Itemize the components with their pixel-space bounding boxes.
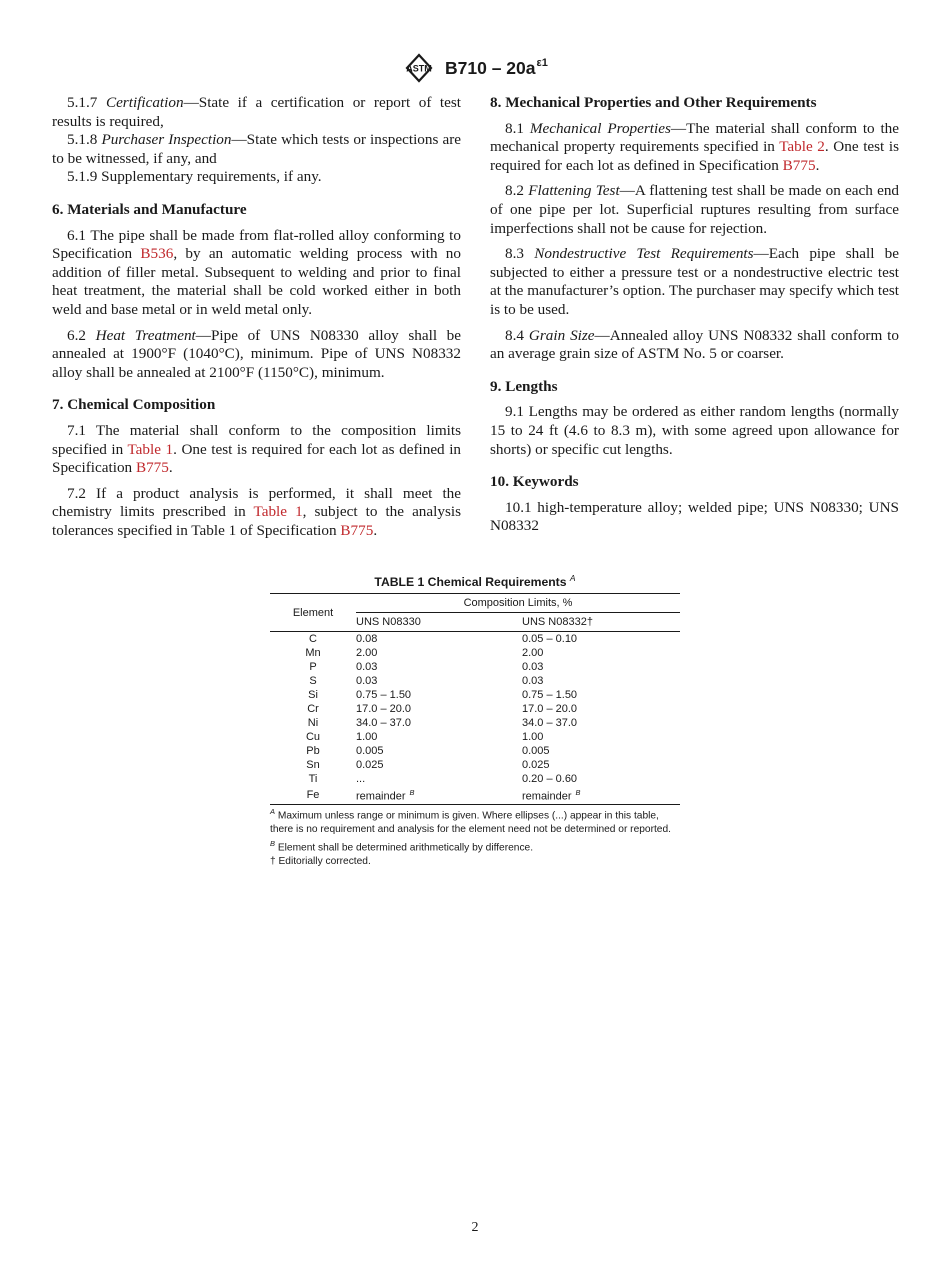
cell-uns-n08332: 0.03 — [522, 661, 544, 674]
cell-element: Pb — [306, 745, 320, 758]
section-9-heading: 9. Lengths — [490, 377, 558, 395]
cell-uns-n08332: 34.0 – 37.0 — [522, 717, 578, 730]
table-title: TABLE 1 Chemical Requirements $^A$ — [374, 573, 576, 590]
table-row — [270, 716, 680, 730]
para-6-1: 6.1 The pipe shall be made from flat-rolled alloy conforming to Specification B536, by an automatic welding process with no addition of filler metal. Subsequent to welding and prior to final heat treatment, the material shall be cold worked either in both weld and base metal or in weld metal only. — [52, 226, 461, 318]
cell-uns-n08332: remainder $^B$ — [522, 788, 581, 803]
para-10-1: 10.1 high-temperature alloy; welded pipe; UNS N08330; UNS N08332 — [490, 498, 899, 535]
section-10-heading: 10. Keywords — [490, 473, 579, 491]
section-6-heading: 6. Materials and Manufacture — [52, 200, 247, 218]
cell-uns-n08332: 0.03 — [522, 675, 544, 688]
cell-uns-n08330: ... — [356, 773, 366, 786]
left-column — [52, 94, 461, 540]
table-row — [270, 730, 680, 744]
table-row — [270, 646, 680, 660]
cell-element: Fe — [306, 788, 320, 801]
table-1 — [270, 571, 680, 869]
cell-uns-n08332: 0.05 – 0.10 — [522, 633, 578, 646]
table-row — [270, 688, 680, 702]
cell-uns-n08332: 0.005 — [522, 745, 550, 758]
cell-element: Sn — [306, 759, 320, 772]
cell-uns-n08332: 0.20 – 0.60 — [522, 773, 578, 786]
para-7-1: 7.1 The material shall conform to the composition limits specified in Table 1. One test is required for each lot as defined in Specification B775. — [52, 421, 462, 477]
cell-uns-n08330: remainder $^B$ — [356, 788, 415, 803]
cell-element: Mn — [305, 647, 321, 660]
cell-element: Ni — [307, 717, 319, 730]
para-6-2: 6.2 Heat Treatment—Pipe of UNS N08330 alloy shall be annealed at 1900°F (1040°C), minimum. Pipe of UNS N08332 alloy shall be annealed at 2100°F (1150°C), minimum. — [52, 326, 462, 381]
cell-uns-n08330: 0.03 — [356, 661, 378, 674]
para-5-1-7: 5.1.7 Certification—State if a certification or report of test results is required, — [52, 94, 462, 130]
logo-lettering: ASTM — [406, 63, 432, 74]
cell-uns-n08332: 0.025 — [522, 759, 550, 772]
cell-uns-n08330: 0.025 — [356, 759, 384, 772]
footnote-a: $^A$ Maximum unless range or minimum is given. Where ellipses (...) appear in this table, there is no requirement and analysis for the element need not be determined or reported. — [270, 806, 671, 835]
cell-element: Cu — [305, 731, 321, 744]
para-8-2: 8.2 Flattening Test—A flattening test shall be made on each end of one pipe per lot. Superficial ruptures resulting from surface imperfections shall not be cause for rejection. — [490, 182, 900, 237]
page-number: 2 — [471, 1220, 479, 1235]
cell-element: C — [309, 633, 317, 646]
footnote-b: $^B$ Element shall be determined arithmetically by difference. — [270, 838, 534, 854]
table-footnotes — [270, 804, 680, 869]
cell-uns-n08332: 0.75 – 1.50 — [522, 689, 578, 702]
right-column — [490, 94, 899, 536]
cell-element: P — [309, 661, 317, 674]
link-table-2[interactable]: Table 2 — [779, 138, 825, 156]
cell-element: Si — [308, 689, 318, 702]
link-b775[interactable]: B775 — [782, 156, 816, 174]
link-b536[interactable]: B536 — [140, 245, 174, 263]
cell-uns-n08332: 17.0 – 20.0 — [522, 703, 578, 716]
link-b775[interactable]: B775 — [135, 459, 169, 477]
chemical-requirements-table — [270, 593, 680, 804]
cell-element: S — [309, 675, 317, 688]
link-table-1[interactable]: Table 1 — [127, 440, 174, 458]
cell-uns-n08330: 0.005 — [356, 745, 384, 758]
para-8-1: 8.1 Mechanical Properties—The material shall conform to the mechanical property requirements specified in Table 2. One test is required for each lot as defined in Specification B775. — [490, 119, 900, 174]
para-8-3: 8.3 Nondestructive Test Requirements—Each pipe shall be subjected to either a pressure test or a nondestructive electric test at the manufacturer’s option. The purchaser may specify which test is to be used. — [490, 245, 899, 318]
cell-uns-n08330: 0.08 — [356, 633, 378, 646]
table-row — [270, 632, 680, 647]
table-body — [270, 632, 680, 804]
cell-uns-n08330: 1.00 — [356, 731, 378, 744]
para-9-1: 9.1 Lengths may be ordered as either random lengths (normally 15 to 24 ft (4.6 to 8.3 m), with some agreed upon allowance for shorts) or specific cut lengths. — [490, 403, 899, 458]
table-row — [270, 786, 680, 804]
cell-element: Ti — [308, 773, 318, 786]
cell-uns-n08330: 2.00 — [356, 647, 378, 660]
table-row — [270, 674, 680, 688]
table-row — [270, 660, 680, 674]
section-8-heading: 8. Mechanical Properties and Other Requirements — [490, 94, 817, 111]
table-row — [270, 744, 680, 758]
table-row — [270, 702, 680, 716]
para-7-2: 7.2 If a product analysis is performed, it shall meet the chemistry limits prescribed in Table 1, subject to the analysis tolerances specified in Table 1 of Specification B775. — [52, 484, 461, 539]
header-uns-n08330: UNS N08330 — [356, 616, 421, 629]
astm-logo-icon — [401, 52, 437, 84]
cell-uns-n08330: 0.75 – 1.50 — [356, 689, 412, 702]
cell-uns-n08332: 1.00 — [522, 731, 544, 744]
table-row — [270, 772, 680, 786]
link-table-1[interactable]: Table 1 — [253, 503, 303, 521]
designation-text: B710 – 20a — [445, 58, 536, 78]
epsilon-mark: ε1 — [536, 57, 548, 69]
header-uns-n08332: UNS N08332† — [522, 616, 593, 629]
cell-uns-n08330: 34.0 – 37.0 — [356, 717, 412, 730]
header-composition-limits: Composition Limits, % — [356, 594, 680, 613]
footnote-dagger: † Editorially corrected. — [270, 855, 371, 867]
para-5-1-8: 5.1.8 Purchaser Inspection—State which tests or inspections are to be witnessed, if any, and — [52, 131, 461, 167]
table-row — [270, 758, 680, 772]
document-designation — [445, 57, 548, 79]
cell-uns-n08332: 2.00 — [522, 647, 544, 660]
link-b775[interactable]: B775 — [340, 521, 374, 539]
header-element: Element — [292, 606, 334, 619]
para-8-4: 8.4 Grain Size—Annealed alloy UNS N08332 shall conform to an average grain size of ASTM No. 5 or coarser. — [490, 326, 899, 363]
cell-element: Cr — [307, 703, 319, 716]
cell-uns-n08330: 0.03 — [356, 675, 378, 688]
cell-uns-n08330: 17.0 – 20.0 — [356, 703, 412, 716]
section-7-heading: 7. Chemical Composition — [52, 396, 216, 414]
para-5-1-9: 5.1.9 Supplementary requirements, if any. — [67, 168, 322, 186]
page-header — [0, 52, 950, 86]
